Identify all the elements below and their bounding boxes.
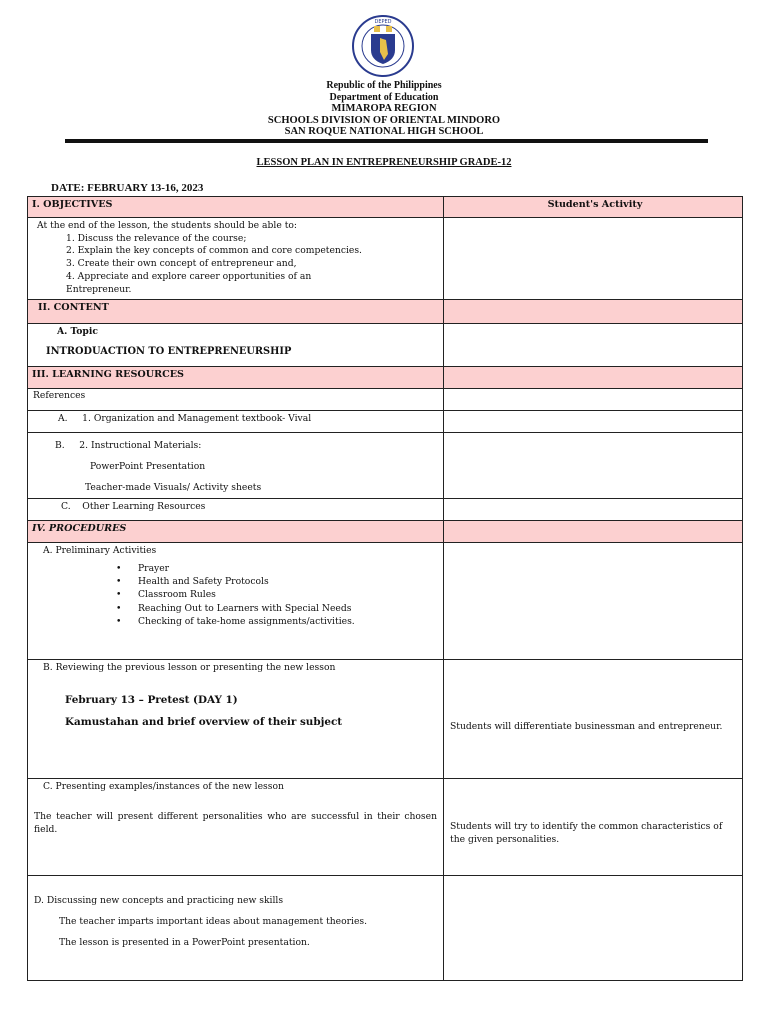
- procedure-c-examples: [28, 779, 444, 876]
- letterhead: [0, 80, 768, 138]
- letterhead-line-school: SAN ROQUE NATIONAL HIGH SCHOOL: [284, 126, 484, 137]
- objective-item: 3. Create their own concept of entrepreneur and,: [66, 258, 297, 270]
- lesson-plan-table: [27, 196, 743, 981]
- objective-item: 4. Appreciate and explore career opportunities of an: [66, 270, 312, 282]
- list-item: • Prayer: [138, 562, 443, 575]
- procedure-a-preliminary: [28, 543, 444, 660]
- resource-b-materials: [28, 433, 444, 499]
- procedure-b-day: February 13 – Pretest (DAY 1): [65, 694, 238, 706]
- resource-c-activity-cell: [444, 499, 743, 521]
- objective-item: 2. Explain the key concepts of common and core competencies.: [66, 245, 362, 257]
- svg-text:DEPED: DEPED: [374, 19, 392, 25]
- resource-c-other: C. Other Learning Resources: [28, 499, 444, 521]
- references-activity-cell: [444, 389, 743, 411]
- document-title: LESSON PLAN IN ENTREPRENEURSHIP GRADE-12: [256, 157, 512, 168]
- list-item: • Health and Safety Protocols: [138, 575, 443, 588]
- letterhead-divider: [65, 139, 708, 143]
- resources-header: III. LEARNING RESOURCES: [28, 367, 444, 389]
- procedure-d-activity-cell: [444, 876, 743, 981]
- content-header-right: [444, 300, 743, 324]
- procedure-a-activity-cell: [444, 543, 743, 660]
- procedure-a-label: A. Preliminary Activities: [43, 545, 157, 556]
- procedure-d-line: The teacher imparts important ideas about management theories.: [59, 916, 368, 927]
- student-activity-header: Student's Activity: [444, 197, 743, 218]
- document-date: DATE: FEBRUARY 13-16, 2023: [51, 182, 204, 194]
- procedure-d-discussion: [28, 876, 444, 981]
- material-item: Teacher-made Visuals/ Activity sheets: [85, 482, 262, 493]
- objectives-activity-cell: [444, 218, 743, 300]
- procedure-b-activity: Students will differentiate businessman and entrepreneur.: [444, 660, 743, 779]
- content-header: II. CONTENT: [28, 300, 444, 324]
- procedure-b-detail: Kamustahan and brief overview of their subject: [65, 716, 343, 728]
- material-item: PowerPoint Presentation: [90, 461, 206, 472]
- resource-b-activity-cell: [444, 433, 743, 499]
- procedure-c-activity: Students will try to identify the common characteristics of the given personalities.: [444, 779, 743, 876]
- preliminary-activities-list: [43, 562, 443, 628]
- procedure-b-label: B. Reviewing the previous lesson or presenting the new lesson: [43, 662, 336, 673]
- objectives-header: I. OBJECTIVES: [28, 197, 444, 218]
- procedures-header-right: [444, 521, 743, 543]
- letterhead-line-department: Department of Education: [329, 91, 439, 103]
- letterhead-line-division: SCHOOLS DIVISION OF ORIENTAL MINDORO: [267, 114, 501, 126]
- topic-label: A. Topic: [57, 326, 98, 337]
- procedures-header: IV. PROCEDURES: [28, 521, 444, 543]
- content-body: [28, 324, 444, 367]
- topic-title: INTRODUACTION TO ENTREPRENEURSHIP: [46, 346, 292, 357]
- procedure-c-detail: The teacher will present different personalities who are successful in their chosen field.: [34, 811, 437, 835]
- resource-a-activity-cell: [444, 411, 743, 433]
- letterhead-line-region: MIMAROPA REGION: [331, 103, 437, 114]
- objectives-intro: At the end of the lesson, the students should be able to:: [37, 220, 298, 231]
- list-item: • Reaching Out to Learners with Special Needs: [138, 602, 443, 615]
- references-label: References: [28, 389, 444, 411]
- list-item: • Checking of take-home assignments/activities.: [138, 615, 443, 628]
- list-item: • Classroom Rules: [138, 588, 443, 601]
- resource-b-label: B. 2. Instructional Materials:: [55, 440, 202, 451]
- deped-seal-icon: [340, 14, 426, 78]
- content-activity-cell: [444, 324, 743, 367]
- procedure-d-label: D. Discussing new concepts and practicing new skills: [34, 895, 284, 906]
- objectives-body: [28, 218, 444, 300]
- resource-a-textbook: A. 1. Organization and Management textbook- Vival: [28, 411, 444, 433]
- procedure-c-label: C. Presenting examples/instances of the new lesson: [43, 781, 284, 792]
- procedure-b-review: [28, 660, 444, 779]
- letterhead-line-country: Republic of the Philippines: [326, 80, 442, 91]
- objective-item: 1. Discuss the relevance of the course;: [66, 232, 247, 244]
- resources-header-right: [444, 367, 743, 389]
- objective-item: Entrepreneur.: [66, 283, 132, 295]
- procedure-d-line: The lesson is presented in a PowerPoint presentation.: [59, 937, 310, 948]
